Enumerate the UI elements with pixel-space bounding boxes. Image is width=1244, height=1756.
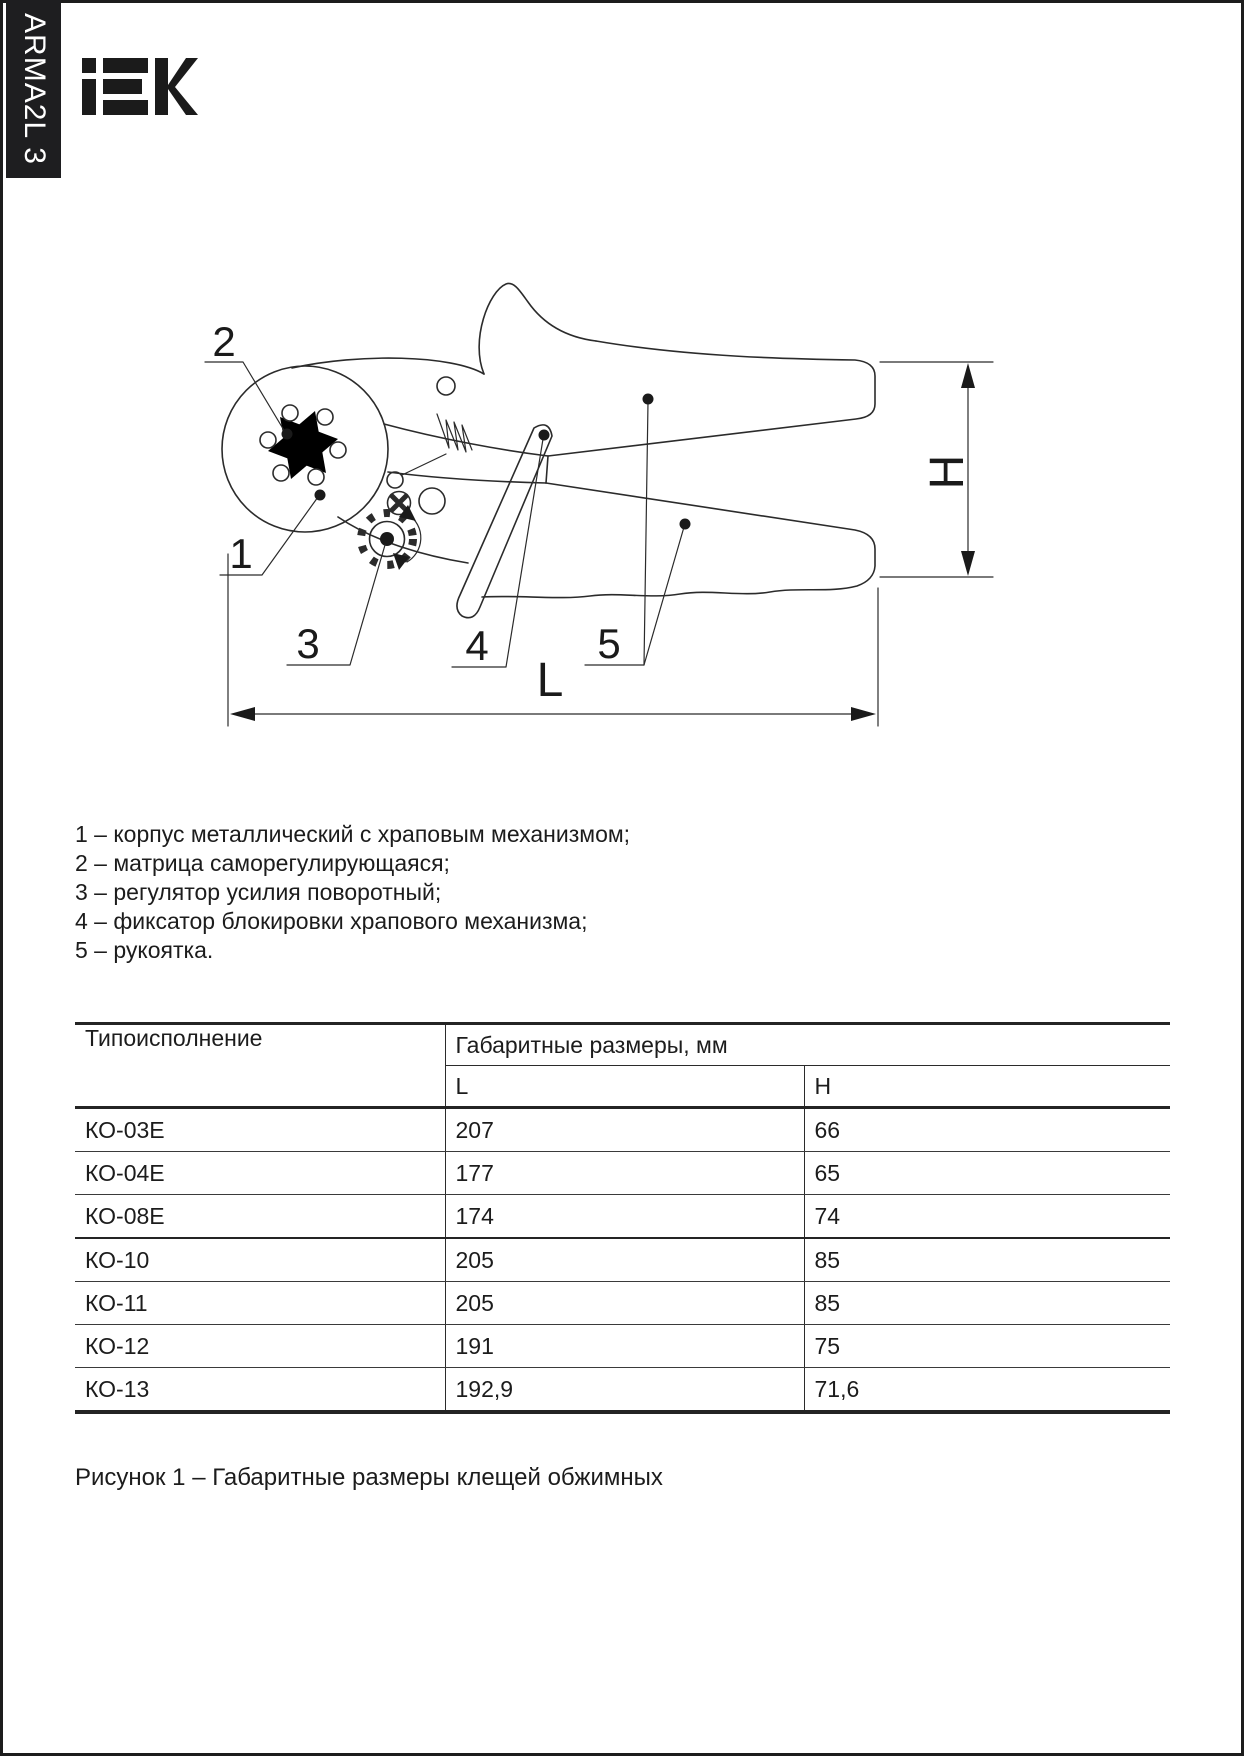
callout-4-dot	[539, 430, 550, 441]
cell-h: 74	[804, 1195, 1170, 1239]
side-tab-label: ARMA2L 3	[17, 13, 51, 165]
cell-l: 191	[445, 1325, 804, 1368]
logo-e-bottom	[103, 100, 148, 115]
logo-i-stem	[82, 79, 96, 115]
spring-zigzag	[437, 414, 472, 452]
regulator-gear-center-dot	[380, 532, 394, 546]
legend-item: 5 – рукоятка.	[75, 937, 214, 963]
cell-l: 174	[445, 1195, 804, 1239]
figure-legend	[75, 820, 630, 965]
iek-logo	[82, 58, 198, 115]
rotation-arc	[407, 515, 421, 562]
cell-type: КО-12	[75, 1325, 445, 1368]
cell-h: 75	[804, 1325, 1170, 1368]
cell-l: 205	[445, 1282, 804, 1325]
logo-k-arms	[168, 58, 198, 115]
cell-type: КО-03Е	[75, 1108, 445, 1152]
dim-h-arrow-down-icon	[961, 551, 975, 576]
tool-upper-handle	[548, 341, 875, 456]
table-row	[75, 1152, 1170, 1195]
callout-3-label: 3	[296, 620, 320, 667]
legend-item: 2 – матрица саморегулирующаяся;	[75, 850, 450, 876]
table-row	[75, 1282, 1170, 1325]
table-header-type: Типоисполнение	[75, 1024, 445, 1108]
logo-e-top	[103, 58, 148, 73]
tool-trigger	[479, 283, 596, 374]
table-header-l: L	[445, 1066, 804, 1108]
table-row	[75, 1368, 1170, 1413]
dim-l-label: L	[536, 654, 564, 707]
cell-l: 177	[445, 1152, 804, 1195]
legend-item: 3 – регулятор усилия поворотный;	[75, 879, 442, 905]
table-row	[75, 1195, 1170, 1239]
callout-1-label: 1	[229, 530, 253, 577]
dim-l-arrow-right-icon	[851, 707, 876, 721]
cell-l: 207	[445, 1108, 804, 1152]
tool-pivot-step	[546, 456, 548, 483]
callout-1-dot	[315, 490, 326, 501]
callout-2-label: 2	[212, 318, 236, 365]
cell-type: КО-08Е	[75, 1195, 445, 1239]
table-row	[75, 1238, 1170, 1282]
body-hole-large	[419, 488, 445, 514]
logo-e-mid	[103, 79, 142, 94]
table-row	[75, 1108, 1170, 1152]
body-hole-small	[437, 377, 455, 395]
logo-i-dot	[82, 58, 96, 73]
cell-h: 85	[804, 1282, 1170, 1325]
side-tab-arma2l3	[6, 0, 61, 178]
dimensions-table	[75, 1022, 1170, 1414]
dim-l-arrow-left-icon	[230, 707, 255, 721]
cell-type: КО-11	[75, 1282, 445, 1325]
crimping-pliers-figure	[150, 262, 1010, 748]
tool-lower-plate-edge	[388, 472, 546, 483]
cell-l: 192,9	[455, 1375, 514, 1402]
logo-k-stem	[155, 58, 168, 115]
spring-leader-line	[402, 454, 446, 475]
dimensions-table-body	[75, 1108, 1170, 1413]
screw-cross-icon	[392, 496, 406, 510]
tool-lower-handle	[482, 483, 875, 598]
callout-5-dot-upper	[643, 394, 654, 405]
cell-h: 65	[804, 1152, 1170, 1195]
table-row	[75, 1325, 1170, 1368]
cell-h: 66	[804, 1108, 1170, 1152]
dim-h-label: H	[921, 454, 974, 490]
spring-pin-circle	[387, 472, 403, 488]
tool-lock-lever	[457, 425, 552, 618]
legend-item: 4 – фиксатор блокировки храпового механизма;	[75, 908, 588, 934]
cell-h: 85	[804, 1238, 1170, 1282]
callout-4-label: 4	[465, 622, 489, 669]
callout-2-dot	[282, 429, 293, 440]
cell-type: КО-04Е	[75, 1152, 445, 1195]
callout-5-label: 5	[597, 620, 621, 667]
tool-top-edge	[292, 358, 484, 374]
figure-caption: Рисунок 1 – Габаритные размеры клещей обжимных	[75, 1464, 663, 1491]
cell-type: КО-13	[75, 1368, 445, 1413]
legend-item: 1 – корпус металлический с храповым механизмом;	[75, 821, 631, 847]
cell-l: 205	[445, 1238, 804, 1282]
table-header-group: Габаритные размеры, мм	[445, 1024, 1170, 1066]
cell-h: 71,6	[804, 1368, 1170, 1413]
table-header-h: H	[804, 1066, 1170, 1108]
cell-type: КО-10	[75, 1238, 445, 1282]
dim-h-arrow-up-icon	[961, 363, 975, 388]
callout-5-dot-lower	[680, 519, 691, 530]
